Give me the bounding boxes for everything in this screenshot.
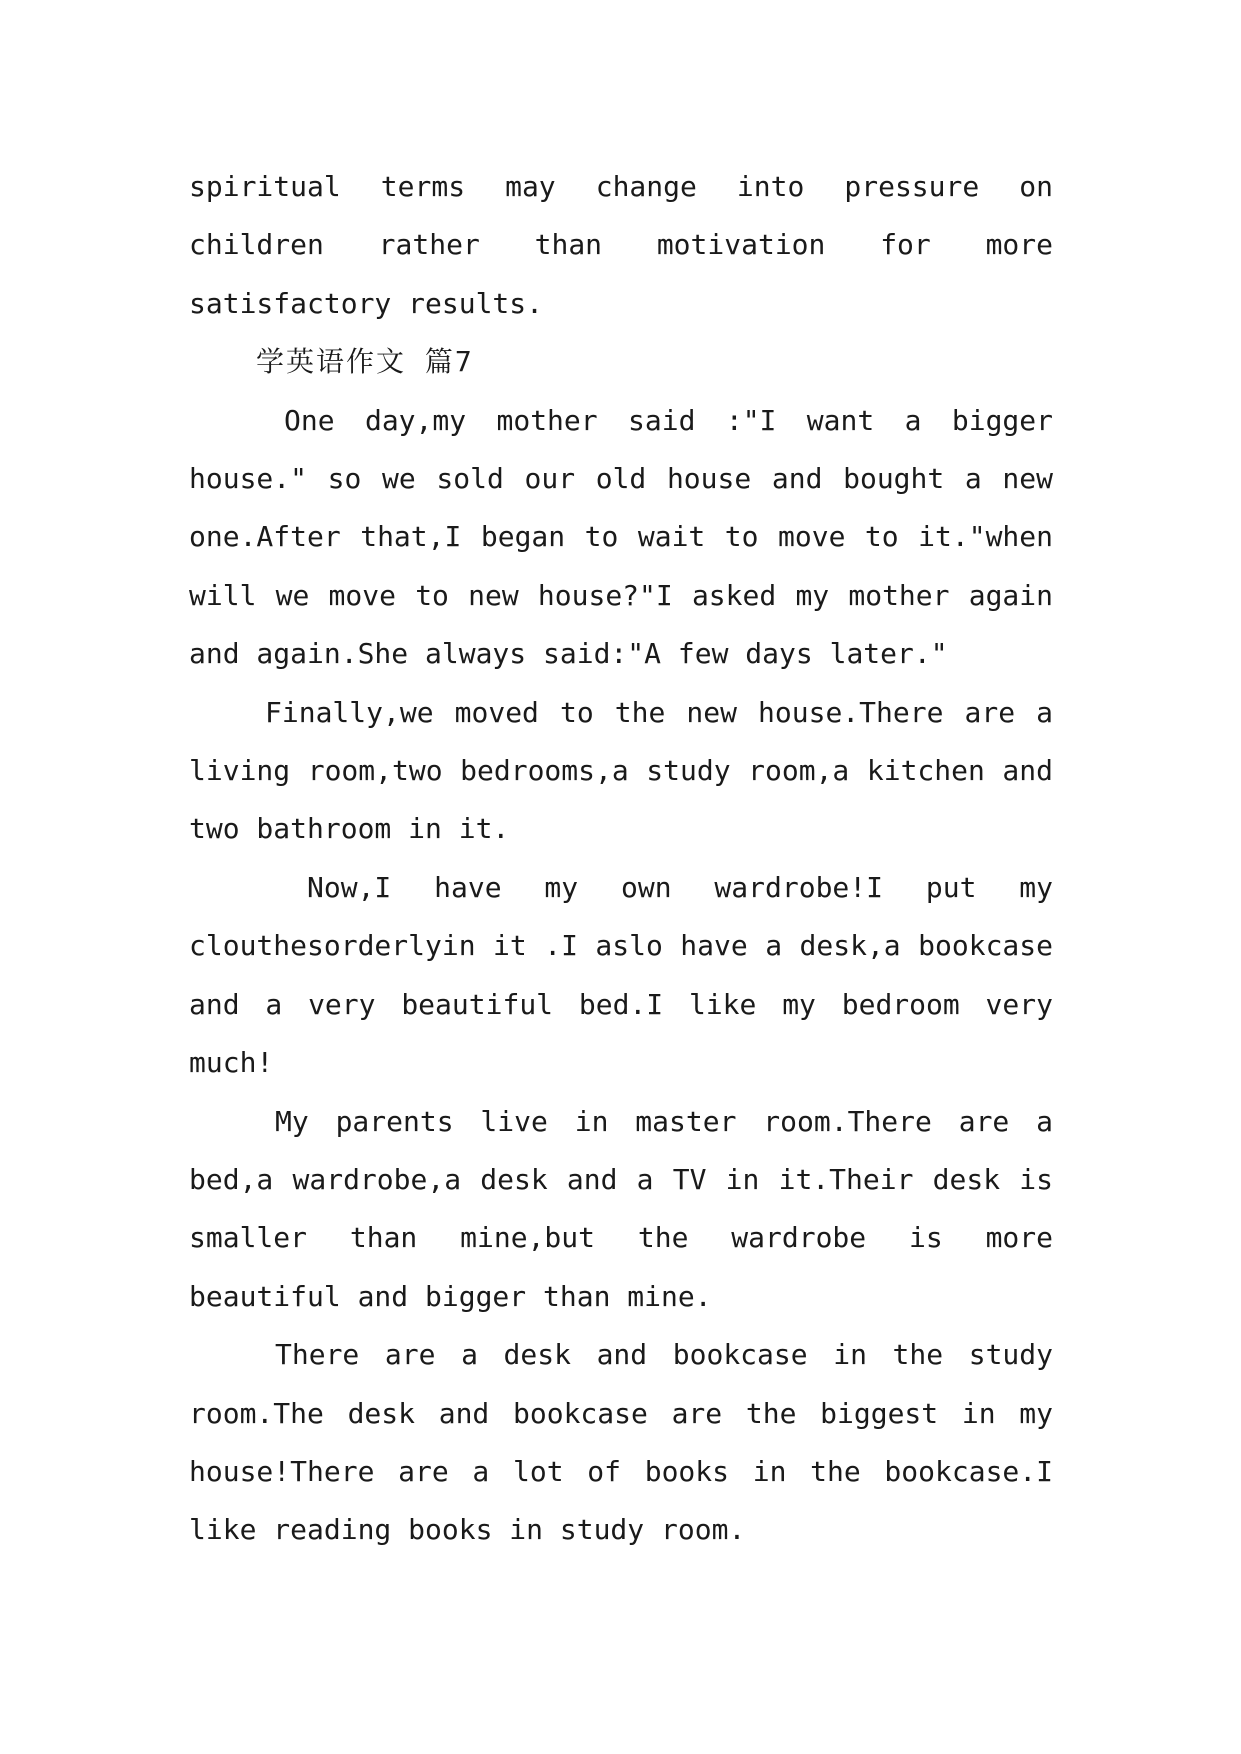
paragraph-2: Finally,we moved to the new house.There are a living room,two bedrooms,a study room,a kitchen and two bathroom in it. bbox=[189, 695, 1053, 846]
essay-heading: 学英语作文 篇7 bbox=[256, 345, 474, 379]
paragraph-5: There are a desk and bookcase in the study room.The desk and bookcase are the biggest in my house!There are a lot of books in the bookcase.I like reading books in study room. bbox=[189, 1338, 1053, 1547]
essay-body bbox=[189, 158, 1053, 1560]
paragraph-4: My parents live in master room.There are a bed,a wardrobe,a desk and a TV in it.Their desk is smaller than mine,but the wardrobe is more beautiful and bigger than mine. bbox=[189, 1104, 1053, 1313]
paragraph-3: Now,I have my own wardrobe!I put my clouthesorderlyin it .I aslo have a desk,a bookcase and a very beautiful bed.I like my bedroom very much! bbox=[189, 870, 1053, 1080]
paragraph-continued: spiritual terms may change into pressure on children rather than motivation for more satisfactory results. bbox=[189, 170, 1053, 320]
paragraph-1: One day,my mother said :"I want a bigger house." so we sold our old house and bought a new one.After that,I began to wait to move to it."when will we move to new house?"I asked my mother again and again.She always said:"A few days later." bbox=[189, 403, 1053, 671]
